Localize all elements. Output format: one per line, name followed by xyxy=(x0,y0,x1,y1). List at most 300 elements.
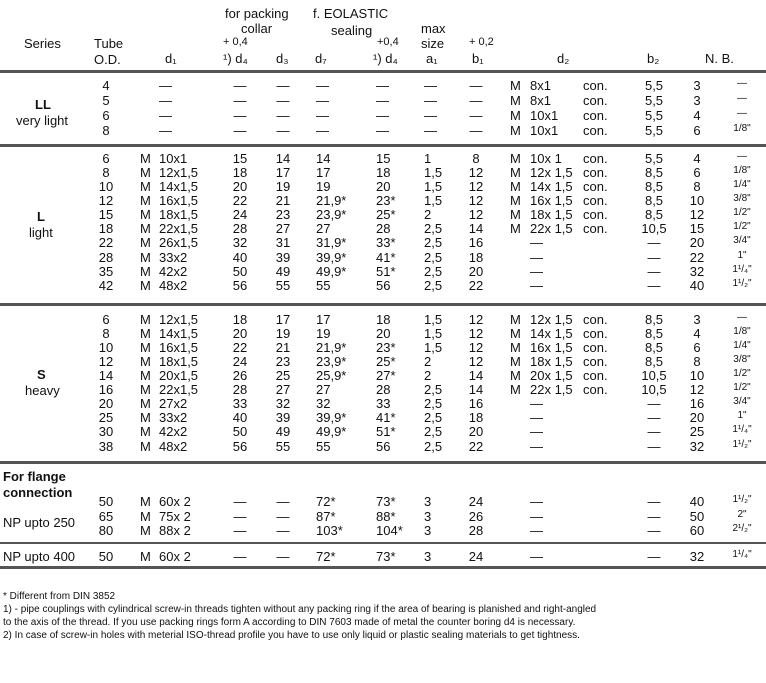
cell-d1: 18x1,5 xyxy=(159,207,199,222)
cell-d7: 23,9* xyxy=(316,354,347,369)
cell-b2: — xyxy=(647,396,661,411)
header-series: Series xyxy=(24,36,61,51)
cell-d4a: 18 xyxy=(232,165,248,180)
cell-d3: — xyxy=(276,509,290,524)
cell-nb: 2" xyxy=(737,509,747,520)
header-size: size xyxy=(421,36,445,51)
cell-d4a: 50 xyxy=(232,424,248,439)
cell-d4a: 40 xyxy=(232,410,248,425)
cell-m2: M xyxy=(510,312,521,327)
cell-nw: 4 xyxy=(693,326,701,341)
cell-d7: 27 xyxy=(316,221,331,236)
header-tube-od: Tube xyxy=(94,36,124,51)
cell-a1: — xyxy=(424,93,437,108)
cell-d2: — xyxy=(530,494,543,509)
series-label: NP upto 250 xyxy=(3,515,76,530)
cell-nw: 6 xyxy=(693,340,701,355)
cell-d1: 18x1,5 xyxy=(159,354,199,369)
cell-d4b: 73* xyxy=(376,549,396,564)
header-d7: d₇ xyxy=(315,51,327,66)
cell-b2: — xyxy=(647,410,661,425)
series-label: very light xyxy=(16,113,69,128)
cell-d4a: 15 xyxy=(232,151,248,166)
cell-d4a: — xyxy=(233,93,247,108)
cell-m1: M xyxy=(140,193,151,208)
cell-d7: 39,9* xyxy=(316,410,347,425)
cell-d7: 21,9* xyxy=(316,340,347,355)
cell-nw: 32 xyxy=(689,264,705,279)
cell-b2: 10,5 xyxy=(641,382,667,397)
cell-b1: — xyxy=(469,123,483,138)
cell-m1: M xyxy=(140,326,151,341)
cell-d3: 21 xyxy=(275,340,291,355)
cell-b1: 14 xyxy=(468,368,484,383)
cell-d7: 32 xyxy=(316,396,331,411)
cell-con: con. xyxy=(583,78,608,93)
cell-a1: 2 xyxy=(424,368,432,383)
cell-m1: M xyxy=(140,179,151,194)
cell-d1: 16x1,5 xyxy=(159,340,199,355)
cell-d3: 39 xyxy=(275,410,291,425)
cell-d1: 10x1 xyxy=(159,151,188,166)
cell-d2: — xyxy=(530,264,543,279)
cell-a1: 2,5 xyxy=(424,424,443,439)
cell-a1: 2,5 xyxy=(424,410,443,425)
cell-d4b: 88* xyxy=(376,509,396,524)
cell-b2: 8,5 xyxy=(644,312,664,327)
cell-b1: 12 xyxy=(468,326,484,341)
cell-d2: 10x 1 xyxy=(530,151,562,166)
cell-d3: 39 xyxy=(275,250,291,265)
cell-d7: 49,9* xyxy=(316,424,347,439)
cell-d2: 22x 1,5 xyxy=(530,221,573,236)
header-tol-02: + 0,2 xyxy=(469,36,494,48)
cell-b2: 5,5 xyxy=(644,108,664,123)
cell-a1: 1,5 xyxy=(424,312,443,327)
cell-d4a: — xyxy=(233,78,247,93)
cell-m2: M xyxy=(510,123,521,138)
cell-od: 8 xyxy=(102,123,110,138)
cell-d4a: — xyxy=(233,549,247,564)
cell-b2: 8,5 xyxy=(644,179,664,194)
cell-d2: 14x 1,5 xyxy=(530,179,573,194)
cell-nw: 25 xyxy=(689,424,705,439)
cell-m1: M xyxy=(140,221,151,236)
cell-d2: 12x 1,5 xyxy=(530,165,573,180)
cell-d4b: 33* xyxy=(376,235,396,250)
cell-d2: — xyxy=(530,523,543,538)
cell-d3: 49 xyxy=(275,424,291,439)
cell-d1: 14x1,5 xyxy=(159,326,199,341)
cell-d2: 10x1 xyxy=(530,108,559,123)
cell-b2: — xyxy=(647,509,661,524)
cell-d1: 75x 2 xyxy=(159,509,191,524)
header-d4-b: ¹) d₄ xyxy=(373,51,398,66)
cell-d3: 25 xyxy=(275,368,291,383)
cell-a1: 2,5 xyxy=(424,396,443,411)
cell-od: 18 xyxy=(98,221,114,236)
cell-d4a: — xyxy=(233,123,247,138)
cell-d4a: 40 xyxy=(232,250,248,265)
cell-d2: 16x 1,5 xyxy=(530,193,573,208)
cell-b1: 18 xyxy=(468,410,484,425)
cell-d4a: 22 xyxy=(232,340,248,355)
cell-d7: 17 xyxy=(316,165,331,180)
cell-d2: 14x 1,5 xyxy=(530,326,573,341)
cell-m2: M xyxy=(510,193,521,208)
cell-con: con. xyxy=(583,312,608,327)
cell-a1: 3 xyxy=(424,494,432,509)
cell-nw: 60 xyxy=(689,523,705,538)
cell-a1: 1,5 xyxy=(424,165,443,180)
cell-m2: M xyxy=(510,78,521,93)
cell-d3: 32 xyxy=(275,396,291,411)
cell-d1: 16x1,5 xyxy=(159,193,199,208)
section-divider xyxy=(0,566,766,569)
cell-d1: 22x1,5 xyxy=(159,221,199,236)
cell-od: 6 xyxy=(102,312,110,327)
cell-od: 5 xyxy=(102,93,110,108)
cell-od: 4 xyxy=(102,78,110,93)
cell-a1: 1,5 xyxy=(424,179,443,194)
cell-d2: — xyxy=(530,509,543,524)
cell-d1: 26x1,5 xyxy=(159,235,199,250)
cell-d1: 48x2 xyxy=(159,278,188,293)
cell-nb: 1/2" xyxy=(733,207,751,218)
cell-d1: 14x1,5 xyxy=(159,179,199,194)
cell-b1: 8 xyxy=(472,151,480,166)
cell-d4b: 15 xyxy=(376,151,391,166)
cell-d3: — xyxy=(276,549,290,564)
section-divider xyxy=(0,303,766,306)
cell-d1: 22x1,5 xyxy=(159,382,199,397)
footnote: 1) - pipe couplings with cylindrical screw-in threads tighten without any packing ring if the area of bearing is planished and right-angled xyxy=(3,604,597,615)
cell-nb: 3/8" xyxy=(733,354,751,365)
cell-m1: M xyxy=(140,439,151,454)
cell-d7: 31,9* xyxy=(316,235,347,250)
series-label: For flange xyxy=(3,469,66,484)
cell-d1: — xyxy=(159,93,172,108)
header-a1: a₁ xyxy=(426,51,438,66)
cell-od: 42 xyxy=(98,278,114,293)
cell-a1: 1 xyxy=(424,151,432,166)
cell-m2: M xyxy=(510,354,521,369)
cell-d7: 19 xyxy=(316,326,331,341)
cell-d7: 49,9* xyxy=(316,264,347,279)
cell-d4b: 41* xyxy=(376,250,396,265)
cell-d2: — xyxy=(530,439,543,454)
cell-d7: — xyxy=(316,108,329,123)
cell-nb: 3/4" xyxy=(733,235,751,246)
cell-od: 50 xyxy=(98,549,114,564)
header-tol-04-a: + 0,4 xyxy=(223,36,248,48)
cell-con: con. xyxy=(583,221,608,236)
cell-nb: 1¹/₂" xyxy=(732,278,752,289)
cell-d4b: 20 xyxy=(376,179,391,194)
cell-d1: — xyxy=(159,108,172,123)
cell-d7: 72* xyxy=(316,549,336,564)
cell-od: 22 xyxy=(98,235,114,250)
cell-b2: 10,5 xyxy=(641,221,667,236)
cell-d2: — xyxy=(530,250,543,265)
cell-m2: M xyxy=(510,151,521,166)
cell-nw: 50 xyxy=(689,509,705,524)
series-label: LL xyxy=(35,97,51,112)
cell-od: 30 xyxy=(98,424,114,439)
cell-con: con. xyxy=(583,123,608,138)
cell-d2: — xyxy=(530,410,543,425)
cell-d2: 22x 1,5 xyxy=(530,382,573,397)
cell-m1: M xyxy=(140,549,151,564)
cell-nw: 3 xyxy=(693,312,701,327)
cell-d2: — xyxy=(530,549,543,564)
cell-b1: 12 xyxy=(468,193,484,208)
cell-od: 65 xyxy=(98,509,114,524)
cell-nb: 3/4" xyxy=(733,396,751,407)
cell-m1: M xyxy=(140,396,151,411)
header-eolastic: f. EOLASTIC xyxy=(313,6,389,21)
cell-nw: 6 xyxy=(693,165,701,180)
cell-od: 16 xyxy=(98,382,114,397)
cell-b1: 20 xyxy=(468,264,484,279)
cell-d1: 60x 2 xyxy=(159,549,191,564)
cell-od: 38 xyxy=(98,439,114,454)
cell-b2: 8,5 xyxy=(644,340,664,355)
cell-b1: 14 xyxy=(468,382,484,397)
cell-d2: 10x1 xyxy=(530,123,559,138)
header-packing-collar: for packing xyxy=(225,6,289,21)
cell-a1: 3 xyxy=(424,523,432,538)
cell-nb: — xyxy=(737,151,747,162)
cell-d4b: 18 xyxy=(376,165,391,180)
header-d1: d₁ xyxy=(165,51,177,66)
cell-d7: 103* xyxy=(316,523,343,538)
cell-nw: 4 xyxy=(693,151,701,166)
cell-d3: — xyxy=(276,78,290,93)
cell-b2: 8,5 xyxy=(644,326,664,341)
cell-d4b: 51* xyxy=(376,264,396,279)
cell-d2: — xyxy=(530,424,543,439)
cell-b1: 18 xyxy=(468,250,484,265)
cell-d2: 8x1 xyxy=(530,93,551,108)
cell-nb: 1/2" xyxy=(733,368,751,379)
cell-m1: M xyxy=(140,340,151,355)
cell-od: 15 xyxy=(98,207,114,222)
cell-d4a: — xyxy=(233,494,247,509)
cell-nb: 1¹/₄" xyxy=(732,264,752,275)
cell-d7: 55 xyxy=(316,439,331,454)
cell-d3: 19 xyxy=(275,179,291,194)
cell-d1: 60x 2 xyxy=(159,494,191,509)
cell-od: 8 xyxy=(102,326,110,341)
cell-nw: 32 xyxy=(689,549,705,564)
cell-b2: — xyxy=(647,264,661,279)
cell-m1: M xyxy=(140,368,151,383)
cell-nb: 1¹/₂" xyxy=(732,439,752,450)
cell-d4a: 20 xyxy=(232,179,248,194)
cell-d2: 12x 1,5 xyxy=(530,312,573,327)
cell-b1: 12 xyxy=(468,207,484,222)
header-d2: d₂ xyxy=(557,51,570,66)
cell-b2: 10,5 xyxy=(641,368,667,383)
cell-con: con. xyxy=(583,340,608,355)
cell-nb: — xyxy=(737,78,747,89)
cell-d7: 27 xyxy=(316,382,331,397)
cell-d3: — xyxy=(276,494,290,509)
cell-d3: 21 xyxy=(275,193,291,208)
cell-m2: M xyxy=(510,326,521,341)
cell-nb: 1/2" xyxy=(733,221,751,232)
cell-d3: 55 xyxy=(275,278,291,293)
cell-b1: 28 xyxy=(468,523,484,538)
cell-d3: 55 xyxy=(275,439,291,454)
cell-od: 35 xyxy=(98,264,114,279)
cell-b1: — xyxy=(469,93,483,108)
cell-d1: 33x2 xyxy=(159,250,188,265)
cell-nb: — xyxy=(737,312,747,323)
cell-d7: 25,9* xyxy=(316,368,347,383)
cell-d4a: 22 xyxy=(232,193,248,208)
cell-nb: 1¹/₂" xyxy=(732,494,752,505)
cell-od: 50 xyxy=(98,494,114,509)
cell-m1: M xyxy=(140,250,151,265)
cell-d3: 23 xyxy=(275,207,291,222)
cell-a1: — xyxy=(424,108,437,123)
cell-d2: 16x 1,5 xyxy=(530,340,573,355)
cell-nw: 10 xyxy=(689,193,705,208)
cell-b2: 8,5 xyxy=(644,165,664,180)
cell-d4a: 33 xyxy=(232,396,248,411)
cell-d4b: 41* xyxy=(376,410,396,425)
cell-d3: 17 xyxy=(275,312,291,327)
cell-d1: 42x2 xyxy=(159,264,188,279)
cell-m1: M xyxy=(140,165,151,180)
cell-d2: 20x 1,5 xyxy=(530,368,573,383)
cell-d1: — xyxy=(159,78,172,93)
cell-m2: M xyxy=(510,179,521,194)
cell-nb: 1/4" xyxy=(733,340,751,351)
cell-m1: M xyxy=(140,424,151,439)
cell-nw: 15 xyxy=(689,221,705,236)
cell-b1: 24 xyxy=(468,549,484,564)
cell-m1: M xyxy=(140,278,151,293)
cell-m1: M xyxy=(140,235,151,250)
cell-d7: — xyxy=(316,78,329,93)
cell-nw: 3 xyxy=(693,93,701,108)
cell-a1: 2,5 xyxy=(424,235,443,250)
cell-d2: 18x 1,5 xyxy=(530,354,573,369)
cell-nb: 1/4" xyxy=(733,179,751,190)
cell-a1: — xyxy=(424,123,437,138)
cell-od: 14 xyxy=(98,368,114,383)
cell-con: con. xyxy=(583,179,608,194)
footnote: 2) In case of screw-in holes with meterial ISO-thread profile you have to use only liquid or plastic sealing materials to get tightness. xyxy=(3,630,580,641)
cell-d7: 14 xyxy=(316,151,331,166)
cell-od: 6 xyxy=(102,108,110,123)
cell-d4b: — xyxy=(376,93,389,108)
cell-nw: 32 xyxy=(689,439,705,454)
cell-b2: 5,5 xyxy=(644,78,664,93)
cell-d7: 21,9* xyxy=(316,193,347,208)
cell-b1: 24 xyxy=(468,494,484,509)
cell-m2: M xyxy=(510,108,521,123)
cell-b1: 16 xyxy=(468,396,484,411)
cell-d3: 49 xyxy=(275,264,291,279)
cell-b1: 12 xyxy=(468,165,484,180)
cell-d4a: — xyxy=(233,509,247,524)
header-b2: b₂ xyxy=(647,51,660,66)
header-tube-od-2: O.D. xyxy=(94,52,121,67)
cell-d4b: 20 xyxy=(376,326,391,341)
cell-con: con. xyxy=(583,382,608,397)
cell-m1: M xyxy=(140,410,151,425)
cell-m2: M xyxy=(510,340,521,355)
header-nb: N. B. xyxy=(705,51,734,66)
header-d4-a: ¹) d₄ xyxy=(223,51,248,66)
cell-d4b: 23* xyxy=(376,340,396,355)
cell-b2: — xyxy=(647,250,661,265)
cell-b2: 8,5 xyxy=(644,193,664,208)
cell-nw: 40 xyxy=(689,278,705,293)
cell-od: 8 xyxy=(102,165,110,180)
cell-d2: — xyxy=(530,278,543,293)
cell-d4a: 28 xyxy=(232,221,248,236)
cell-b2: 5,5 xyxy=(644,93,664,108)
cell-d3: — xyxy=(276,108,290,123)
cell-nw: 4 xyxy=(693,108,701,123)
cell-m1: M xyxy=(140,207,151,222)
cell-con: con. xyxy=(583,165,608,180)
header-tol-04-b: +0,4 xyxy=(377,36,399,48)
cell-d4b: 28 xyxy=(376,221,391,236)
cell-con: con. xyxy=(583,354,608,369)
cell-nb: 1" xyxy=(737,410,747,421)
cell-a1: 1,5 xyxy=(424,326,443,341)
cell-m2: M xyxy=(510,165,521,180)
cell-m1: M xyxy=(140,151,151,166)
header-sealing: sealing xyxy=(331,23,373,38)
header-packing-collar-2: collar xyxy=(241,21,273,36)
cell-d4a: 18 xyxy=(232,312,248,327)
cell-d3: — xyxy=(276,93,290,108)
cell-b2: 5,5 xyxy=(644,123,664,138)
cell-b1: — xyxy=(469,108,483,123)
cell-b1: 26 xyxy=(468,509,484,524)
cell-m2: M xyxy=(510,368,521,383)
cell-b1: 12 xyxy=(468,312,484,327)
cell-con: con. xyxy=(583,207,608,222)
cell-od: 10 xyxy=(98,179,114,194)
cell-nw: 12 xyxy=(689,382,705,397)
cell-od: 28 xyxy=(98,250,114,265)
cell-d7: 72* xyxy=(316,494,336,509)
cell-nb: — xyxy=(737,108,747,119)
cell-b1: 20 xyxy=(468,424,484,439)
cell-d1: 20x1,5 xyxy=(159,368,199,383)
cell-od: 20 xyxy=(98,396,114,411)
cell-d4b: 104* xyxy=(376,523,403,538)
cell-nw: 22 xyxy=(689,250,705,265)
cell-d7: 17 xyxy=(316,312,331,327)
cell-od: 12 xyxy=(98,354,114,369)
cell-d3: 31 xyxy=(275,235,291,250)
cell-a1: 2,5 xyxy=(424,264,443,279)
cell-a1: 3 xyxy=(424,549,432,564)
cell-nw: 40 xyxy=(689,494,705,509)
cell-b2: — xyxy=(647,494,661,509)
cell-d4b: 28 xyxy=(376,382,391,397)
cell-d1: 12x1,5 xyxy=(159,165,199,180)
